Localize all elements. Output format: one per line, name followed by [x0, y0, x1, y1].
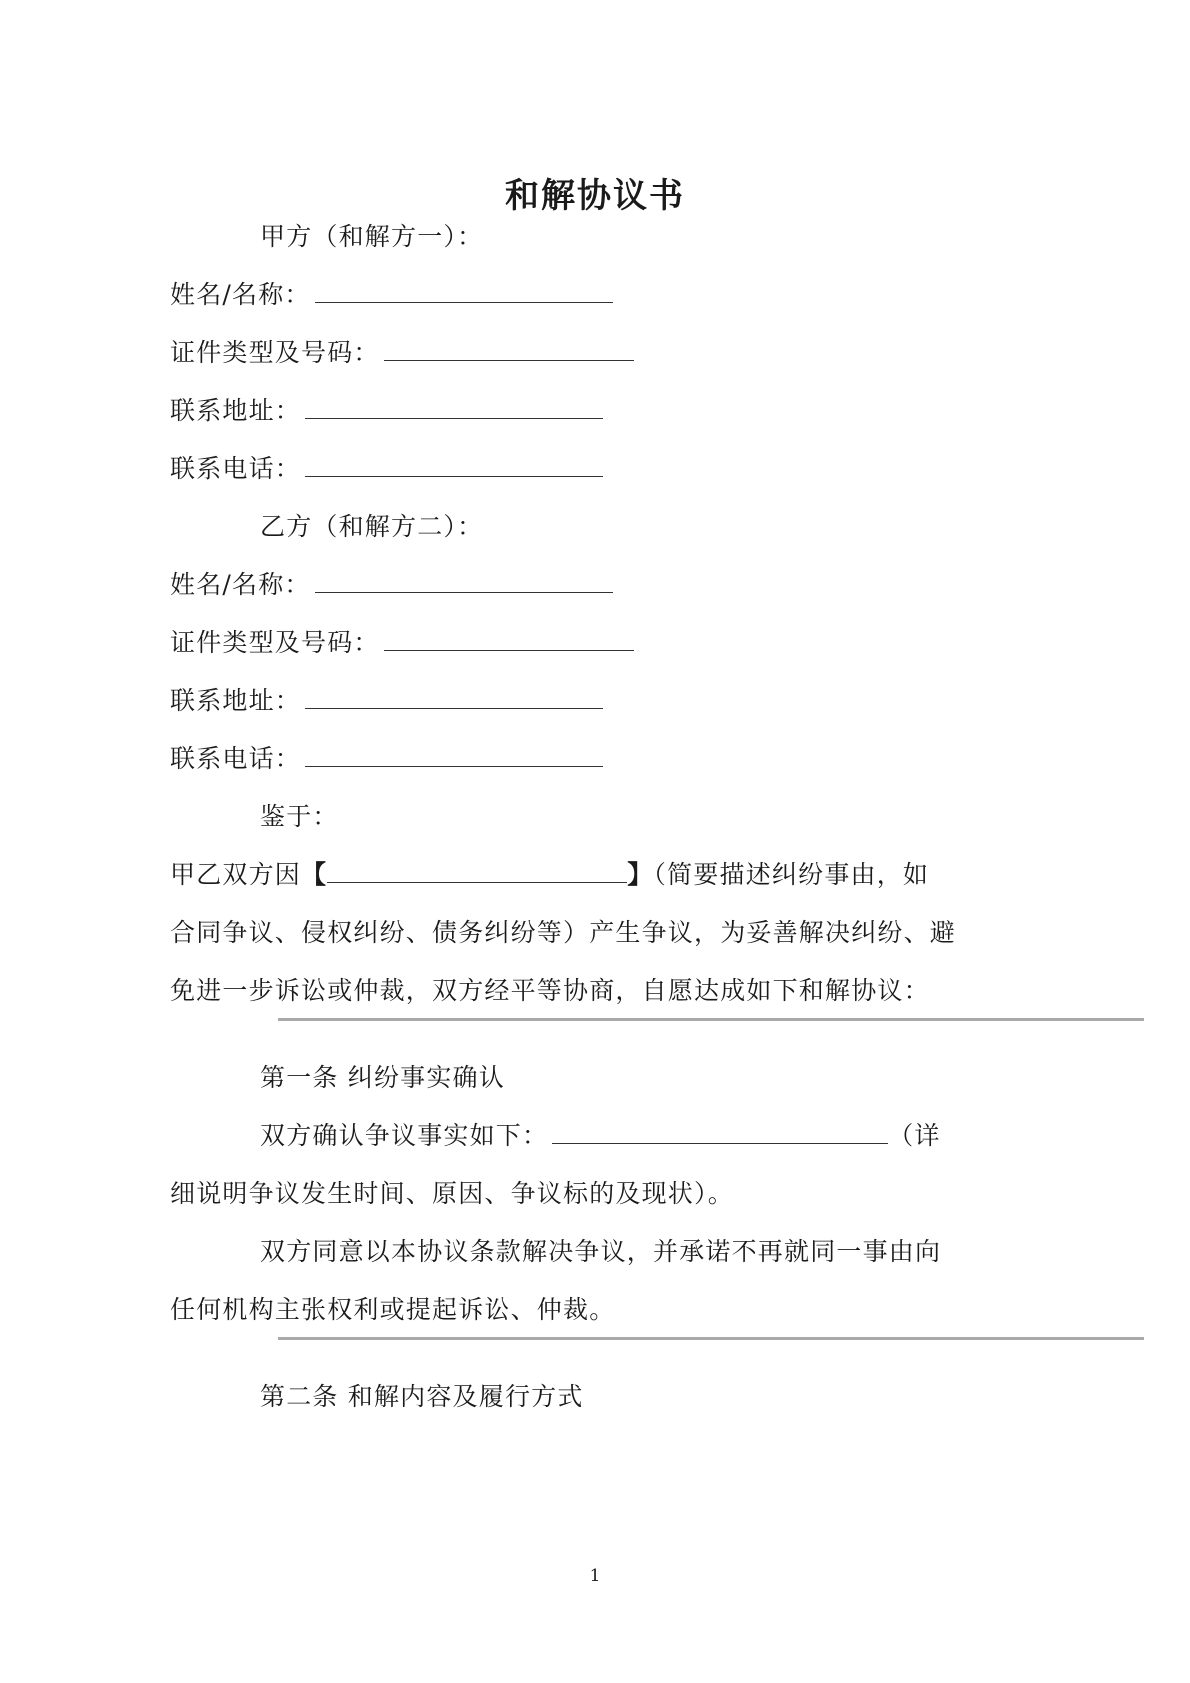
party-a-id-row [170, 333, 634, 373]
article-2-heading: 第二条 和解内容及履行方式 [260, 1382, 584, 1411]
party-a-name-label: 姓名/名称： [170, 280, 311, 309]
party-b-name-label: 姓名/名称： [170, 570, 311, 599]
party-a-address-field[interactable] [305, 392, 603, 419]
recital-suffix: （简要描述纠纷事由，如 [653, 860, 930, 889]
recital-heading: 鉴于： [260, 802, 339, 831]
party-a-phone-field[interactable] [305, 450, 603, 477]
party-b-id-row [170, 623, 634, 663]
party-b-id-label: 证件类型及号码： [170, 628, 380, 657]
bracket-open: 【 [301, 860, 328, 889]
party-b-phone-field[interactable] [305, 740, 603, 767]
dispute-facts-field[interactable] [552, 1117, 888, 1144]
party-a-name-row [170, 275, 613, 315]
party-a-name-field[interactable] [315, 276, 613, 303]
recital-line-3: 免进一步诉讼或仲裁，双方经平等协商，自愿达成如下和解协议： [170, 976, 930, 1005]
party-a-phone-label: 联系电话： [170, 454, 302, 483]
dispute-reason-field[interactable] [327, 856, 627, 883]
recital-line-2: 合同争议、侵权纠纷、债务纠纷等）产生争议，为妥善解决纠纷、避 [170, 918, 957, 947]
party-a-phone-row [170, 449, 603, 489]
party-b-name-field[interactable] [315, 566, 613, 593]
article-1-para-2: 双方同意以本协议条款解决争议，并承诺不再就同一事由向 [260, 1237, 942, 1266]
party-b-name-row [170, 565, 613, 605]
document-title: 和解协议书 [505, 176, 685, 216]
section-divider [278, 1337, 1144, 1340]
party-b-address-label: 联系地址： [170, 686, 302, 715]
article-1-para-2-line-2: 任何机构主张权利或提起诉讼、仲裁。 [170, 1295, 616, 1324]
recital-line-1 [170, 855, 929, 895]
party-a-id-field[interactable] [384, 334, 634, 361]
party-b-phone-label: 联系电话： [170, 744, 302, 773]
party-b-address-row [170, 681, 603, 721]
bracket-close: 】 [627, 860, 654, 889]
party-a-address-label: 联系地址： [170, 396, 302, 425]
section-divider [278, 1018, 1144, 1021]
party-a-heading: 甲方（和解方一）： [260, 222, 484, 251]
recital-prefix: 甲乙双方因 [170, 860, 302, 889]
article-1-para-1 [260, 1116, 941, 1156]
party-a-id-label: 证件类型及号码： [170, 338, 380, 367]
party-b-heading: 乙方（和解方二）： [260, 512, 484, 541]
party-b-id-field[interactable] [384, 624, 634, 651]
party-b-address-field[interactable] [305, 682, 603, 709]
party-a-address-row [170, 391, 603, 431]
party-b-phone-row [170, 739, 603, 779]
article-1-para-1-line-2: 细说明争议发生时间、原因、争议标的及现状）。 [170, 1179, 734, 1208]
article-1-facts-label: 双方确认争议事实如下： [260, 1121, 549, 1150]
article-1-heading: 第一条 纠纷事实确认 [260, 1063, 505, 1092]
article-1-para-1-suffix: （详 [888, 1121, 941, 1150]
page-number: 1 [589, 1566, 601, 1586]
